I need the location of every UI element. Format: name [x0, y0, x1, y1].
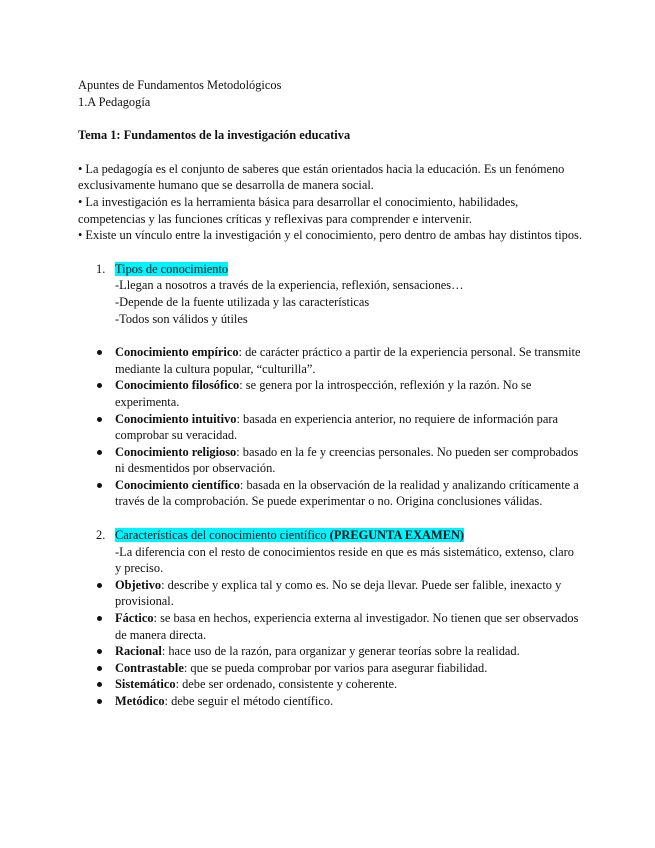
section-2-heading: [78, 527, 583, 544]
bullet-icon: [97, 649, 102, 654]
list-item: [78, 377, 583, 410]
bullet-icon: [97, 483, 102, 488]
scientific-characteristics-list: [78, 577, 583, 710]
section-heading-text: Tipos de conocimiento: [115, 261, 229, 276]
intro-paragraph: • La investigación es la herramienta básica para desarrollar el conocimiento, habilidades, competencias y las funciones críticas y reflexivas para comprender e intervenir.: [78, 194, 519, 226]
list-item-term: Objetivo: [115, 577, 162, 592]
bullet-icon: [97, 682, 102, 687]
list-item-term: Racional: [115, 644, 162, 659]
list-item-desc: : debe ser ordenado, consistente y coherente.: [175, 677, 398, 692]
list-item-desc: : describe y explica tal y como es. No se deja llevar. Puede ser falible, inexacto y provisional.: [115, 577, 562, 609]
list-item: [78, 344, 583, 377]
bullet-icon: [97, 583, 102, 588]
bullet-icon: [97, 450, 102, 455]
list-item-term: Conocimiento científico: [115, 477, 240, 492]
list-item-term: Conocimiento filosófico: [115, 378, 240, 393]
list-item-desc: : que se pueda comprobar por varios para asegurar fiabilidad.: [183, 660, 488, 675]
list-item: [78, 477, 583, 510]
list-item-term: Sistemático: [115, 677, 176, 692]
section-heading-highlight: [115, 528, 464, 542]
list-item-term: Metódico: [115, 694, 165, 708]
list-item: [78, 693, 583, 710]
document-header-title: Apuntes de Fundamentos Metodológicos: [78, 78, 282, 92]
document-header-subtitle: 1.A Pedagogía: [78, 94, 151, 109]
list-item-term: Conocimiento empírico: [115, 345, 239, 360]
bullet-icon: [97, 350, 102, 355]
list-item: [78, 577, 583, 610]
list-item-term: Conocimiento religioso: [115, 444, 237, 459]
bullet-icon: [97, 666, 102, 671]
list-item: [78, 676, 583, 693]
list-item-desc: : debe seguir el método científico.: [164, 694, 334, 708]
list-item-term: Fáctico: [115, 611, 154, 626]
list-item: [78, 660, 583, 677]
list-item: [78, 444, 583, 477]
topic-title: Tema 1: Fundamentos de la investigación educativa: [78, 128, 351, 143]
section-1-heading: [78, 261, 583, 278]
section-note: -La diferencia con el resto de conocimientos reside en que es más sistemático, extenso, claro y preciso.: [115, 544, 574, 576]
list-item-desc: : basada en la observación de la realidad y analizando críticamente a través de la comprobación. Se puede experimentar o no. Origina conclusiones válidas.: [115, 477, 579, 509]
document-content: [78, 77, 583, 710]
bullet-icon: [97, 417, 102, 422]
section-heading-text: Características del conocimiento científico: [115, 528, 330, 543]
intro-paragraph: • La pedagogía es el conjunto de saberes que están orientados hacia la educación. Es un fenómeno exclusivamente humano que se desarrolla de manera social.: [78, 161, 565, 193]
list-item-desc: : hace uso de la razón, para organizar y generar teorías sobre la realidad.: [161, 644, 520, 659]
bullet-icon: [97, 616, 102, 621]
section-note: -Todos son válidos y útiles: [115, 311, 248, 326]
list-item: [78, 643, 583, 660]
list-item: [78, 610, 583, 643]
section-number: 2.: [96, 528, 106, 543]
list-item-desc: : basado en la fe y creencias personales. No pueden ser comprobados ni desmentidos por observación.: [115, 444, 579, 476]
intro-paragraph: • Existe un vínculo entre la investigación y el conocimiento, pero dentro de ambas hay distintos tipos.: [78, 228, 582, 243]
bullet-icon: [97, 383, 102, 388]
bullet-icon: [97, 699, 102, 704]
list-item-term: Contrastable: [115, 660, 184, 675]
list-item-term: Conocimiento intuitivo: [115, 411, 237, 426]
section-number: 1.: [96, 261, 106, 276]
section-note: -Llegan a nosotros a través de la experiencia, reflexión, sensaciones…: [115, 278, 464, 293]
section-note: -Depende de la fuente utilizada y las características: [115, 294, 370, 309]
list-item-desc: : se basa en hechos, experiencia externa al investigador. No tienen que ser observados de manera directa.: [115, 611, 579, 642]
list-item-desc: : de carácter práctico a partir de la experiencia personal. Se transmite mediante la cultura popular, “culturilla”.: [115, 345, 581, 376]
knowledge-types-list: [78, 344, 583, 510]
list-item-desc: : basada en experiencia anterior, no requiere de información para comprobar su veracidad.: [115, 411, 558, 443]
list-item: [78, 411, 583, 444]
exam-question-tag: (PREGUNTA EXAMEN): [329, 528, 465, 543]
list-item-desc: : se genera por la introspección, reflexión y la razón. No se experimenta.: [115, 378, 532, 409]
